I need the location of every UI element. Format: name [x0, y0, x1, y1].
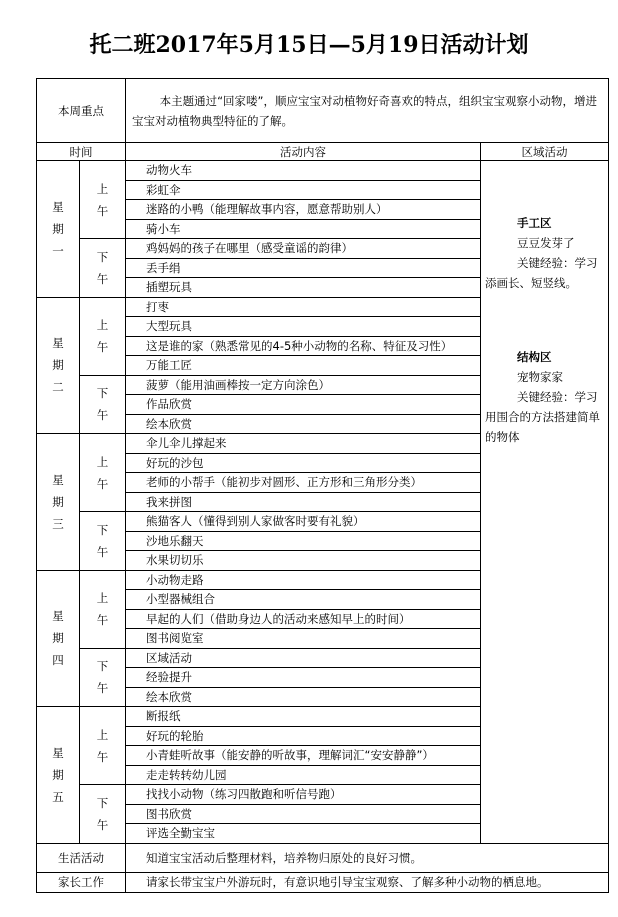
activity-cell: 作品欣赏 — [126, 395, 481, 415]
activity-cell: 区域活动 — [126, 648, 481, 668]
half-label-char: 下 — [96, 386, 109, 401]
day-label — [37, 570, 80, 707]
activity-cell: 熊猫客人（懂得到别人家做客时要有礼貌） — [126, 512, 481, 532]
activity-cell: 早起的人们（借助身边人的活动来感知早上的时间） — [126, 609, 481, 629]
day-label-char: 星 — [52, 472, 64, 487]
half-label-char: 上 — [96, 591, 109, 605]
day-label-char: 星 — [52, 609, 64, 624]
activity-cell: 小青蛙听故事（能安静的听故事，理解词汇“安安静静”） — [126, 746, 481, 766]
building-item: 宠物家家 — [517, 370, 563, 384]
day-label-char: 二 — [52, 380, 64, 395]
half-label-char: 午 — [96, 817, 109, 832]
half-label-char: 午 — [96, 681, 109, 696]
afternoon-label — [80, 785, 126, 844]
activity-cell: 经验提升 — [126, 668, 481, 688]
afternoon-label — [80, 648, 126, 707]
activity-cell: 水果切切乐 — [126, 551, 481, 571]
activity-cell: 老师的小帮手（能初步对圆形、正方形和三角形分类） — [126, 473, 481, 493]
focus-row — [37, 79, 609, 143]
morning-label — [80, 434, 126, 512]
activity-cell: 好玩的沙包 — [126, 453, 481, 473]
day-label-char: 期 — [52, 767, 64, 782]
activity-cell: 好玩的轮胎 — [126, 726, 481, 746]
activity-cell: 小动物走路 — [126, 570, 481, 590]
morning-label — [80, 570, 126, 648]
activity-cell: 评选全勤宝宝 — [126, 824, 481, 844]
day-label-char: 星 — [52, 336, 64, 351]
daily-life-text: 知道宝宝活动后整理材料，培养物归原处的良好习惯。 — [126, 843, 609, 872]
activity-cell: 插塑玩具 — [126, 278, 481, 298]
activity-cell: 鸡妈妈的孩子在哪里（感受童谣的韵律） — [126, 239, 481, 259]
header-content: 活动内容 — [126, 143, 481, 161]
activity-cell: 绘本欣赏 — [126, 414, 481, 434]
activity-cell: 动物火车 — [126, 161, 481, 181]
half-label-char: 下 — [96, 659, 109, 674]
activity-cell: 迷路的小鸭（能理解故事内容，愿意帮助别人） — [126, 200, 481, 220]
building-key-experience: 关键经验：学习用围合的方法搭建简单的物体 — [485, 390, 600, 444]
activity-cell: 图书阅览室 — [126, 629, 481, 649]
half-label-char: 午 — [96, 203, 109, 218]
activity-row — [37, 161, 609, 181]
day-label-char: 四 — [52, 653, 64, 668]
header-row — [37, 143, 609, 161]
parents-work-row — [37, 872, 609, 892]
handwork-item: 豆豆发芽了 — [517, 236, 575, 250]
half-label-char: 午 — [96, 544, 109, 559]
day-label-char: 三 — [52, 516, 64, 531]
half-label-char: 午 — [96, 271, 109, 286]
focus-text: 本主题通过“回家喽”，顺应宝宝对动植物好奇喜欢的特点，组织宝宝观察小动物，增进宝宝对动植物典型特征的了解。 — [126, 79, 609, 143]
half-label-char: 午 — [96, 749, 109, 764]
morning-label — [80, 297, 126, 375]
half-label-char: 午 — [96, 408, 109, 423]
activity-cell: 小型器械组合 — [126, 590, 481, 610]
half-label-char: 上 — [96, 181, 109, 196]
day-label-char: 期 — [52, 358, 64, 373]
activity-cell: 图书欣赏 — [126, 804, 481, 824]
activity-cell: 打枣 — [126, 297, 481, 317]
building-region — [485, 347, 604, 447]
day-label — [37, 434, 80, 571]
half-label-char: 下 — [96, 249, 109, 264]
half-label-char: 上 — [96, 318, 109, 332]
day-label-char: 星 — [52, 199, 64, 214]
handwork-region — [485, 213, 604, 293]
activity-cell: 骑小车 — [126, 219, 481, 239]
activity-cell: 绘本欣赏 — [126, 687, 481, 707]
activity-cell: 伞儿伞儿撑起来 — [126, 434, 481, 454]
activity-plan-table — [36, 78, 609, 893]
activity-cell: 断报纸 — [126, 707, 481, 727]
activity-cell: 这是谁的家（熟悉常见的4-5种小动物的名称、特征及习性） — [126, 336, 481, 356]
half-label-char: 午 — [96, 613, 109, 627]
half-label-char: 下 — [96, 522, 109, 537]
day-label-char: 五 — [52, 789, 64, 804]
day-label-char: 一 — [52, 243, 64, 258]
day-label-char: 期 — [52, 494, 64, 509]
focus-label: 本周重点 — [37, 79, 126, 143]
parents-work-label: 家长工作 — [37, 872, 126, 892]
morning-label — [80, 707, 126, 785]
half-label-char: 下 — [96, 795, 109, 810]
page-title: 托二班2017年5月15日—5月19日活动计划 — [89, 32, 529, 58]
daily-life-label: 生活活动 — [37, 843, 126, 872]
building-title: 结构区 — [517, 350, 552, 364]
day-label-char: 期 — [52, 221, 64, 236]
day-label — [37, 707, 80, 844]
activity-cell: 万能工匠 — [126, 356, 481, 376]
header-time: 时间 — [37, 143, 126, 161]
activity-cell: 我来拼图 — [126, 492, 481, 512]
header-region: 区域活动 — [481, 143, 609, 161]
day-label-char: 星 — [52, 745, 64, 760]
activity-cell: 彩虹伞 — [126, 180, 481, 200]
half-label-char: 上 — [96, 727, 109, 742]
activity-cell: 丢手绢 — [126, 258, 481, 278]
day-label — [37, 161, 80, 298]
handwork-key-experience: 关键经验：学习添画长、短竖线。 — [485, 256, 598, 290]
half-label-char: 上 — [96, 454, 109, 469]
activity-cell: 走走转转幼儿园 — [126, 765, 481, 785]
region-activities — [481, 161, 609, 844]
handwork-title: 手工区 — [517, 216, 552, 230]
half-label-char: 午 — [96, 476, 109, 491]
daily-life-row — [37, 843, 609, 872]
afternoon-label — [80, 512, 126, 571]
day-label-char: 期 — [52, 631, 64, 646]
activity-cell: 菠萝（能用油画棒按一定方向涂色） — [126, 375, 481, 395]
afternoon-label — [80, 375, 126, 434]
activity-cell: 大型玩具 — [126, 317, 481, 337]
afternoon-label — [80, 239, 126, 298]
morning-label — [80, 161, 126, 239]
half-label-char: 午 — [96, 340, 109, 354]
activity-cell: 沙地乐翻天 — [126, 531, 481, 551]
day-label — [37, 297, 80, 434]
activity-cell: 找找小动物（练习四散跑和听信号跑） — [126, 785, 481, 805]
parents-work-text: 请家长带宝宝户外游玩时，有意识地引导宝宝观察、了解多种小动物的栖息地。 — [126, 872, 609, 892]
